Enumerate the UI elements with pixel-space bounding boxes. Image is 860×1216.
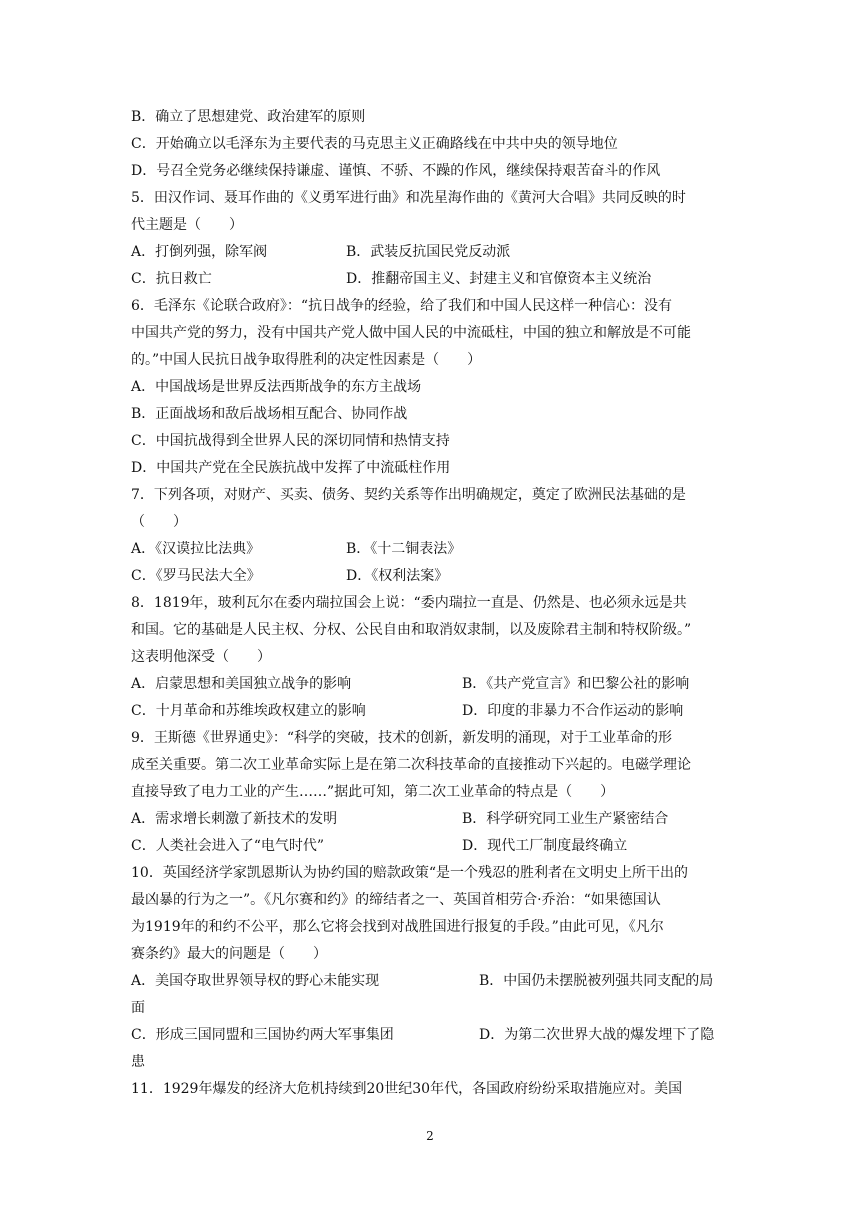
q10-option-b: B．中国仍未摆脱被列强共同支配的局 <box>479 973 714 989</box>
q8-options-row <box>131 671 731 698</box>
q5-option-c: C．抗日救亡 <box>131 271 212 287</box>
q10-option-b-wrap: 面 <box>131 1000 145 1016</box>
q4-option-b: B．确立了思想建党、政治建军的原则 <box>131 109 366 125</box>
q8-option-a: A．启蒙思想和美国独立战争的影响 <box>131 676 352 692</box>
q6-option-a: A．中国战场是世界反法西斯战争的东方主战场 <box>131 379 422 395</box>
q10-options-row <box>131 968 731 995</box>
q8-option-b: B．《共产党宣言》和巴黎公社的影响 <box>462 676 690 692</box>
q5-options-row <box>131 239 731 266</box>
q10-option-a: A．美国夺取世界领导权的野心未能实现 <box>131 973 380 989</box>
q6-option-d: D．中国共产党在全民族抗战中发挥了中流砥柱作用 <box>131 460 451 476</box>
q5-option-d: D．推翻帝国主义、封建主义和官僚资本主义统治 <box>346 271 652 287</box>
q5-stem: 5．田汉作词、聂耳作曲的《义勇军进行曲》和冼星海作曲的《黄河大合唱》共同反映的时 <box>131 190 686 206</box>
q7-options-row <box>131 563 731 590</box>
q7-option-b: B．《十二铜表法》 <box>346 541 462 557</box>
q10-stem: 10．英国经济学家凯恩斯认为协约国的赔款政策“是一个残忍的胜利者在文明史上所干出的 <box>131 865 688 881</box>
q6-stem: 的。”中国人民抗日战争取得胜利的决定性因素是（ ） <box>131 352 482 368</box>
q9-option-a: A．需求增长刺激了新技术的发明 <box>131 811 338 827</box>
page-number: 2 <box>426 1129 434 1143</box>
q6-option-b: B．正面战场和敌后战场相互配合、协同作战 <box>131 406 408 422</box>
q7-stem: 7．下列各项，对财产、买卖、债务、契约关系等作出明确规定，奠定了欧洲民法基础的是 <box>131 487 686 503</box>
q9-stem: 成至关重要。第二次工业革命实际上是在第二次科技革命的直接推动下兴起的。电磁学理论 <box>131 757 691 773</box>
q9-stem: 9．王斯德《世界通史》：“科学的突破，技术的创新，新发明的涌现，对于工业革命的形 <box>131 730 673 746</box>
q6-stem: 6．毛泽东《论联合政府》：“抗日战争的经验，给了我们和中国人民这样一种信心：没有 <box>131 298 673 314</box>
q7-options-row <box>131 536 731 563</box>
q4-option-c: C．开始确立以毛泽东为主要代表的马克思主义正确路线在中共中央的领导地位 <box>131 136 618 152</box>
q8-stem: 8．1819年，玻利瓦尔在委内瑞拉国会上说：“委内瑞拉一直是、仍然是、也必须永远是共 <box>131 595 687 611</box>
q10-options-row <box>131 1022 731 1049</box>
q8-stem: 和国。它的基础是人民主权、分权、公民自由和取消奴隶制，以及废除君主制和特权阶级。” <box>131 622 692 638</box>
q7-stem: （ ） <box>131 514 187 530</box>
q9-option-d: D．现代工厂制度最终确立 <box>462 838 628 854</box>
q9-options-row <box>131 833 731 860</box>
q7-option-d: D．《权利法案》 <box>346 568 449 584</box>
q10-option-d-wrap: 患 <box>131 1054 145 1070</box>
q5-option-a: A．打倒列强，除军阀 <box>131 244 268 260</box>
q10-stem: 最凶暴的行为之一”。《凡尔赛和约》的缔结者之一、英国首相劳合·乔治：“如果德国认 <box>131 892 661 908</box>
q10-option-c: C．形成三国同盟和三国协约两大军事集团 <box>131 1027 394 1043</box>
q9-stem: 直接导致了电力工业的产生……”据此可知，第二次工业革命的特点是（ ） <box>131 784 615 800</box>
q7-option-a: A．《汉谟拉比法典》 <box>131 541 261 557</box>
page-content <box>131 104 731 1103</box>
q4-option-d: D．号召全党务必继续保持谦虚、谨慎、不骄、不躁的作风，继续保持艰苦奋斗的作风 <box>131 163 661 179</box>
q10-stem: 赛条约》最大的问题是（ ） <box>131 946 327 962</box>
q7-option-c: C．《罗马民法大全》 <box>131 568 261 584</box>
q5-options-row <box>131 266 731 293</box>
q5-option-b: B．武装反抗国民党反动派 <box>346 244 511 260</box>
q10-stem: 为1919年的和约不公平，那么它将会找到对战胜国进行报复的手段。”由此可见，《凡尔 <box>131 919 664 935</box>
q11-stem: 11．1929年爆发的经济大危机持续到20世纪30年代，各国政府纷纷采取措施应对。美国 <box>131 1081 683 1097</box>
q10-option-d: D．为第二次世界大战的爆发埋下了隐 <box>479 1027 715 1043</box>
q6-stem: 中国共产党的努力，没有中国共产党人做中国人民的中流砥柱，中国的独立和解放是不可能 <box>131 325 691 341</box>
q9-option-c: C．人类社会进入了“电气时代” <box>131 838 325 854</box>
q9-option-b: B．科学研究同工业生产紧密结合 <box>462 811 669 827</box>
q8-options-row <box>131 698 731 725</box>
q8-stem: 这表明他深受（ ） <box>131 649 271 665</box>
q9-options-row <box>131 806 731 833</box>
q8-option-c: C．十月革命和苏维埃政权建立的影响 <box>131 703 366 719</box>
q8-option-d: D．印度的非暴力不合作运动的影响 <box>462 703 684 719</box>
q5-stem: 代主题是（ ） <box>131 217 243 233</box>
q6-option-c: C．中国抗战得到全世界人民的深切同情和热情支持 <box>131 433 450 449</box>
